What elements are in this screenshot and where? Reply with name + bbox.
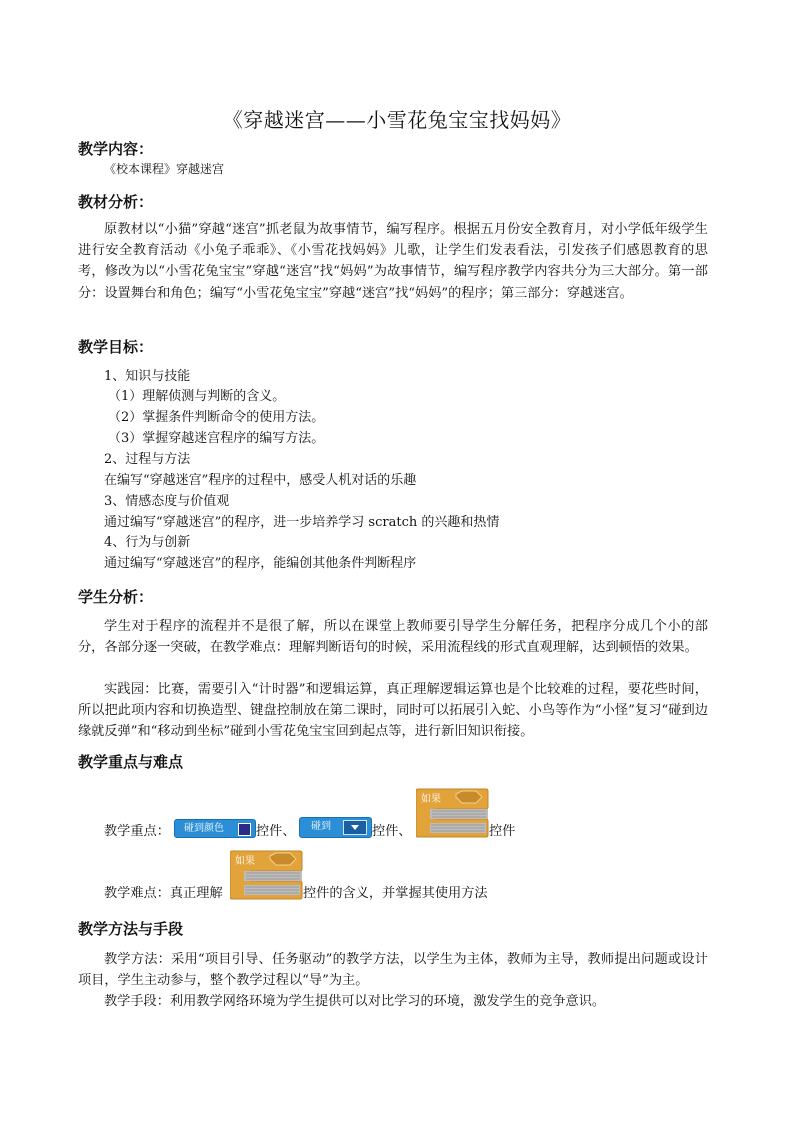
separator-text: 控件、 bbox=[372, 824, 412, 839]
heading-methods: 教学方法与手段 bbox=[78, 920, 184, 938]
page-title: 《穿越迷宫——小雪花兔宝宝找妈妈》 bbox=[222, 108, 572, 132]
touching-color-block bbox=[174, 819, 256, 838]
color-swatch-icon bbox=[238, 823, 251, 836]
heading-students: 学生分析： bbox=[78, 588, 154, 606]
heading-goals: 教学目标： bbox=[78, 338, 154, 356]
goal-line: （1）理解侦测与判断的含义。 bbox=[108, 389, 286, 404]
if-label: 如果 bbox=[235, 856, 255, 867]
methods-paragraph-2: 教学手段：利用教学网络环境为学生提供可以对比学习的环境，激发学生的竞争意识。 bbox=[104, 994, 606, 1009]
goal-line: 1、知识与技能 bbox=[104, 369, 191, 384]
goal-line: 通过编写“穿越迷宫”的程序，进一步培养学习 scratch 的兴趣和热情 bbox=[104, 515, 500, 530]
goal-line: （2）掌握条件判断命令的使用方法。 bbox=[108, 410, 325, 425]
touching-block bbox=[299, 817, 372, 838]
goal-line: 2、过程与方法 bbox=[104, 452, 191, 467]
goal-line: （3）掌握穿越迷宫程序的编写方法。 bbox=[108, 431, 325, 446]
if-block-icon bbox=[230, 849, 303, 901]
heading-content: 教学内容： bbox=[78, 140, 154, 158]
material-paragraph: 原教材以“小猫”穿越“迷宫”抓老鼠为故事情节，编写程序。根据五月份安全教育月，对小学低年级学生进行安全教育活动《小兔子乖乖》、《小雪花找妈妈》儿歌，让学生们发表看法，引发孩子们感恩教育的思考，修改为以“小雪花兔宝宝”穿越“迷宫”找“妈妈”为故事情节，编写程序教学内容共分为三大部分。第一部分：设置舞台和角色；编写“小雪花兔宝宝”穿越“迷宫”找“妈妈”的程序；第三部分：穿越迷宫。 bbox=[78, 222, 708, 301]
heading-material: 教材分析： bbox=[78, 193, 154, 211]
controls-text: 控件 bbox=[489, 824, 516, 839]
heading-key-points: 教学重点与难点 bbox=[78, 753, 184, 771]
content-text: 《校本课程》穿越迷宫 bbox=[104, 162, 225, 176]
goal-line: 3、情感态度与价值观 bbox=[104, 494, 230, 509]
difficulty-label: 教学难点：真正理解 bbox=[104, 886, 223, 901]
goal-line: 4、行为与创新 bbox=[104, 535, 191, 550]
dropdown-icon bbox=[343, 820, 367, 835]
students-paragraph-2: 实践园：比赛，需要引入“计时器”和逻辑运算，真正理解逻辑运算也是个比较难的过程，要花些时间，所以把此项内容和切换造型、键盘控制放在第二课时，同时可以拓展引入蛇、小鸟等作为“小怪”复习“碰到边缘就反弹”和“移动到坐标”碰到小雪花兔宝宝回到起点等，进行新旧知识衔接。 bbox=[78, 682, 708, 740]
separator-text: 控件、 bbox=[256, 824, 296, 839]
goal-line: 通过编写“穿越迷宫”的程序，能编创其他条件判断程序 bbox=[104, 556, 417, 571]
if-label: 如果 bbox=[421, 794, 441, 805]
if-block-icon bbox=[416, 787, 489, 839]
students-paragraph-1: 学生对于程序的流程并不是很了解，所以在课堂上教师要引导学生分解任务，把程序分成几个小的部分，各部分逐一突破，在教学难点：理解判断语句的时候，采用流程线的形式直观理解，达到顿悟的效果。 bbox=[78, 619, 708, 656]
key-point-label: 教学重点： bbox=[104, 824, 170, 839]
goal-line: 在编写“穿越迷宫”程序的过程中，感受人机对话的乐趣 bbox=[104, 473, 417, 488]
touching-label: 碰到 bbox=[311, 821, 331, 832]
difficulty-text: 控件的含义，并掌握其使用方法 bbox=[303, 886, 488, 901]
methods-paragraph-1: 教学方法：采用“项目引导、任务驱动”的教学方法，以学生为主体，教师为主导，教师提出问题或设计项目，学生主动参与，整个教学过程以“导”为主。 bbox=[78, 952, 708, 989]
touching-color-label: 碰到颜色 bbox=[184, 823, 224, 834]
